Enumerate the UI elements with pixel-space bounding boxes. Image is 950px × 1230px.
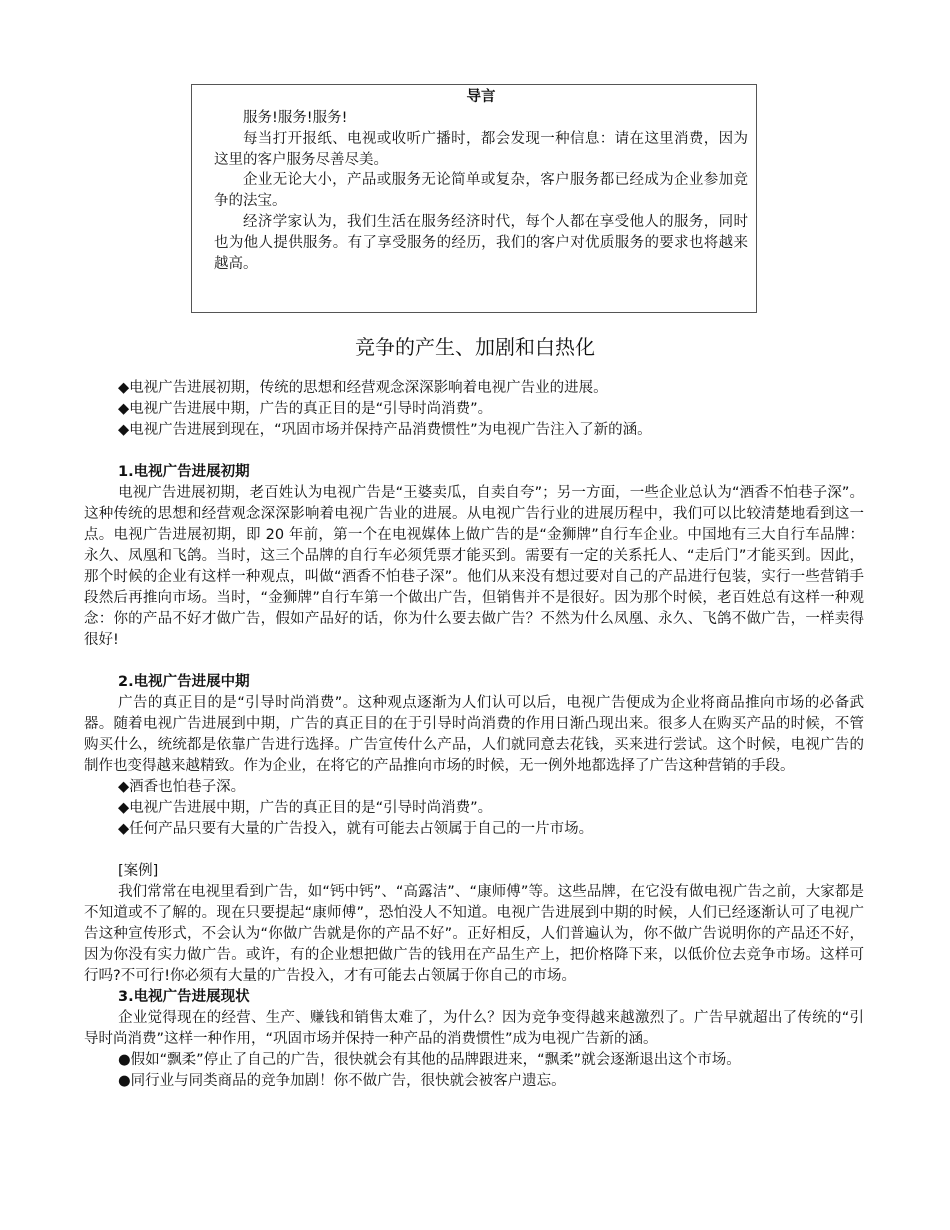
case-label: [案例] — [118, 863, 159, 879]
intro-paragraph: 企业无论大小，产品或服务无论简单或复杂，客户服务都已经成为企业参加竞争的法宝。 — [214, 172, 748, 210]
section2-heading: 2.电视广告进展中期 — [118, 674, 250, 690]
section1-heading: 1.电视广告进展初期 — [118, 464, 250, 480]
intro-paragraph: 每当打开报纸、电视或收听广播时，都会发现一种信息：请在这里消费，因为这里的客户服务尽善尽美。 — [214, 130, 748, 168]
intro-title: 导言 — [466, 89, 496, 105]
section3-paragraph: 企业觉得现在的经营、生产、赚钱和销售太难了，为什么？因为竞争变得越来越激烈了。广告早就超出了传统的“引导时尚消费”这样一种作用，“巩固市场并保持一种产品的消费惯性”成为电视广告新的涵。 — [84, 1010, 864, 1047]
main-title: 竞争的产生、加剧和白热化 — [355, 335, 595, 359]
summary-bullet: ◆电视广告进展初期，传统的思想和经营观念深深影响着电视广告业的进展。 — [118, 380, 608, 396]
spacer — [84, 441, 864, 462]
intro-box — [191, 84, 757, 313]
case-paragraph: 我们常常在电视里看到广告，如“钙中钙”、“高露洁”、“康师傅”等。这些品牌，在它没有做电视广告之前，大家都是不知道或不了解的。现在只要提起“康师傅”，恐怕没人不知道。电视广告进展到中期的时候，人们已经逐渐认可了电视广告这种宣传形式，不会认为“你做广告就是你的产品不好”。正好相反，人们普遍认为，你不做广告说明你的产品还不好，因为你没有实力做广告。或许，有的企业想把做广告的钱用在产品生产上，把价格降下来，以低价位去竞争市场。这样可行吗?不可行!你必须有大量的广告投入，才有可能去占领属于你自己的市场。 — [84, 884, 864, 984]
section3-bullet: ●同行业与同类商品的竞争加剧！你不做广告，很快就会被客户遗忘。 — [118, 1073, 566, 1089]
section1-paragraph: 电视广告进展初期，老百姓认为电视广告是“王婆卖瓜，自卖自夸”；另一方面，一些企业总认为“酒香不怕巷子深”。这种传统的思想和经营观念深深影响着电视广告业的进展。从电视广告行业的进展历程中，我们可以比较清楚地看到这一点。电视广告进展初期，即 20 年前，第一个在电视媒体上做广告的是“金狮牌”自行车企业。中国地有三大自行车品牌：永久、凤凰和飞鸽。当时，这三个品牌的自行车必须凭票才能买到。需要有一定的关系托人、“走后门”才能买到。因此，那个时候的企业有这样一种观点，叫做“酒香不怕巷子深”。他们从来没有想过要对自己的产品进行包装，实行一些营销手段然后再推向市场。当时，“金狮牌”自行车第一个做出广告，但销售并不是很好。因为那个时候，老百姓总有这样一种观念：你的产品不好才做广告，假如产品好的话，你为什么要去做广告？不然为什么凤凰、永久、飞鸽不做广告，一样卖得很好! — [84, 485, 864, 648]
summary-bullet: ◆电视广告进展到现在，“巩固市场并保持产品消费惯性”为电视广告注入了新的涵。 — [118, 422, 652, 438]
section2-bullet: ◆电视广告进展中期，广告的真正目的是“引导时尚消费”。 — [118, 800, 493, 816]
intro-paragraph: 经济学家认为，我们生活在服务经济时代，每个人都在享受他人的服务，同时也为他人提供服务。有了享受服务的经历，我们的客户对优质服务的要求也将越来越高。 — [214, 213, 748, 272]
section2-bullet: ◆酒香也怕巷子深。 — [118, 779, 246, 795]
intro-paragraph: 服务!服务!服务! — [243, 110, 348, 126]
summary-bullet: ◆电视广告进展中期，广告的真正目的是“引导时尚消费”。 — [118, 401, 493, 417]
section2-paragraph: 广告的真正目的是“引导时尚消费”。这种观点逐渐为人们认可以后，电视广告便成为企业将商品推向市场的必备武器。随着电视广告进展到中期，广告的真正目的在于引导时尚消费的作用日渐凸现出来。很多人在购买产品的时候，不管购买什么，统统都是依靠广告进行选择。广告宣传什么产品，人们就同意去花钱，买来进行尝试。这个时候，电视广告的制作也变得越来越精致。作为企业，在将它的产品推向市场的时候，无一例外地都选择了广告这种营销的手段。 — [84, 695, 864, 774]
spacer — [84, 651, 864, 672]
section3-heading: 3.电视广告进展现状 — [118, 989, 250, 1005]
section3-bullet: ●假如“飘柔”停止了自己的广告，很快就会有其他的品牌跟进来，“飘柔”就会逐渐退出这个市场。 — [118, 1052, 741, 1068]
document-body — [84, 378, 864, 1092]
section2-bullet: ◆任何产品只要有大量的广告投入，就有可能去占领属于自己的一片市场。 — [118, 821, 594, 837]
spacer — [84, 840, 864, 861]
